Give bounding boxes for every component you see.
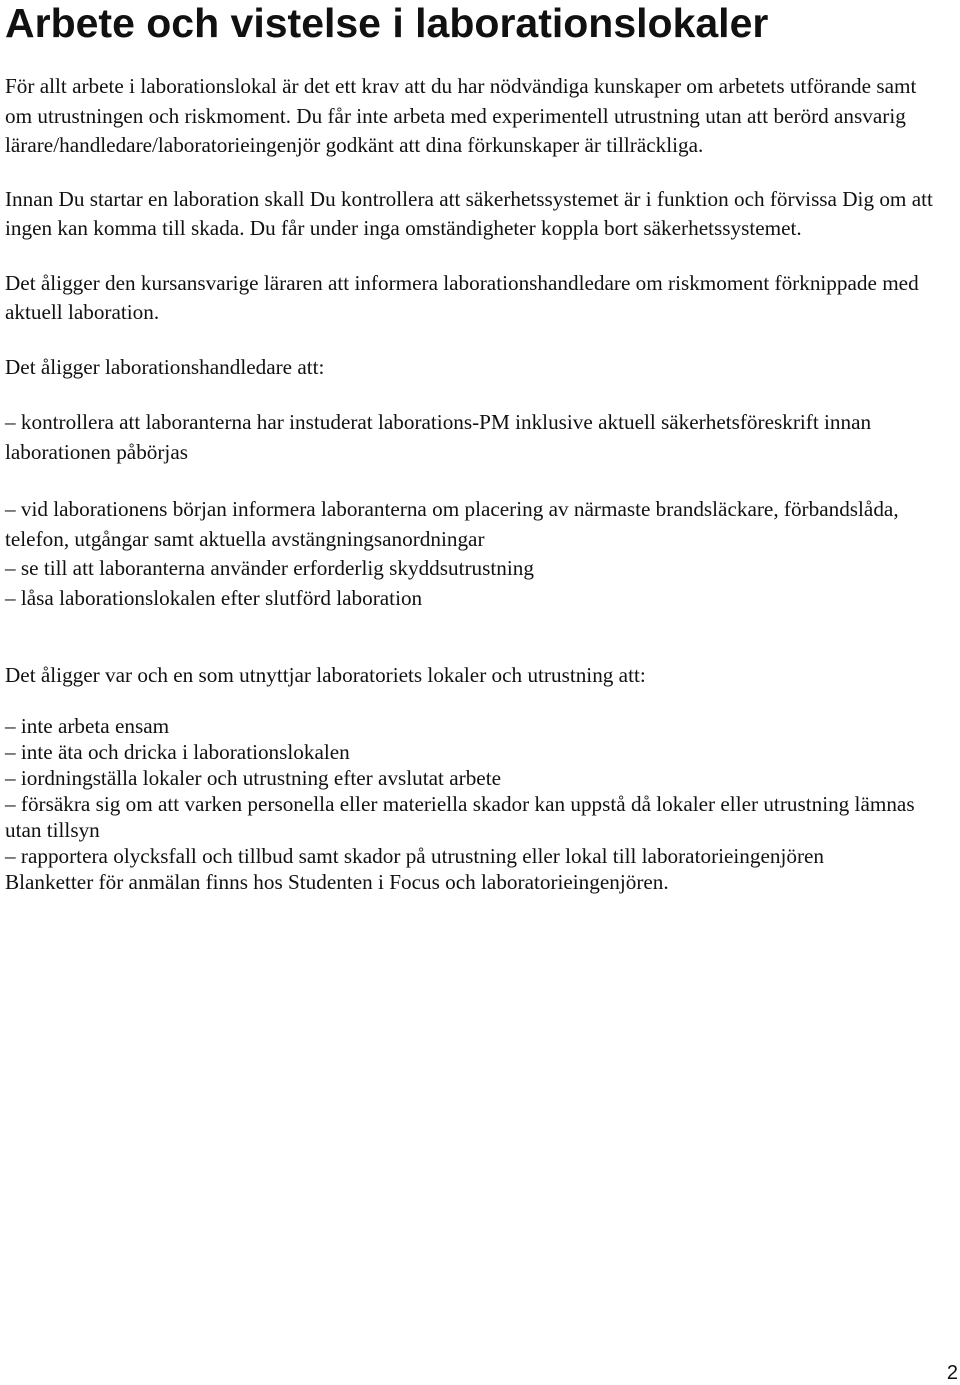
supervisor-duty-item: – kontrollera att laboranterna har instuderat laborations-PM inklusive aktuell säkerhetsföreskrift innan laborationen påbörjas bbox=[5, 410, 872, 464]
forms-note: Blanketter för anmälan finns hos Studenten i Focus och laboratorieingenjören. bbox=[5, 869, 669, 894]
user-duty-list bbox=[5, 713, 945, 895]
supervisor-duty-item: – vid laborationens början informera laboranterna om placering av närmaste brandsläckare, förbandslåda, telefon, utgångar samt aktuella avstängningsanordningar bbox=[5, 497, 899, 551]
supervisor-heading: Det åligger laborationshandledare att: bbox=[5, 354, 325, 379]
user-duty-item: – rapportera olycksfall och tillbud samt skador på utrustning eller lokal till laboratorieingenjören bbox=[5, 843, 825, 868]
supervisor-duty-item: – låsa laborationslokalen efter slutförd laboration bbox=[5, 585, 423, 610]
course-responsible-paragraph: Det åligger den kursansvarige läraren att informera laborationshandledare om riskmoment förknippade med aktuell laboration. bbox=[5, 270, 919, 324]
user-duty-item: – inte arbeta ensam bbox=[5, 713, 170, 738]
user-duty-item: – iordningställa lokaler och utrustning efter avslutat arbete bbox=[5, 765, 501, 790]
user-heading: Det åligger var och en som utnyttjar laboratoriets lokaler och utrustning att: bbox=[5, 663, 646, 687]
user-duty-item: – försäkra sig om att varken personella eller materiella skador kan uppstå då lokaler eller utrustning lämnas utan tillsyn bbox=[5, 791, 915, 842]
page-title: Arbete och vistelse i laborationslokaler bbox=[5, 0, 769, 46]
supervisor-duty-item: – se till att laboranterna använder erforderlig skyddsutrustning bbox=[5, 556, 534, 580]
intro-paragraph: För allt arbete i laborationslokal är det ett krav att du har nödvändiga kunskaper om arbetets utförande samt om utrustningen och riskmoment. Du får inte arbeta med experimentell utrustning utan att berörd ansvarig lärare/handledare/laboratorieingenjör godkänt att dina förkunskaper är tillräckliga. bbox=[5, 74, 917, 157]
user-duty-item: – inte äta och dricka i laborationslokalen bbox=[5, 739, 350, 764]
safety-check-paragraph: Innan Du startar en laboration skall Du kontrollera att säkerhetssystemet är i funktion och förvissa Dig om att ingen kan komma till skada. Du får under inga omständigheter koppla bort säkerhetssystemet. bbox=[5, 186, 933, 240]
page-number: 2 bbox=[946, 1362, 958, 1384]
document-body bbox=[5, 72, 945, 895]
